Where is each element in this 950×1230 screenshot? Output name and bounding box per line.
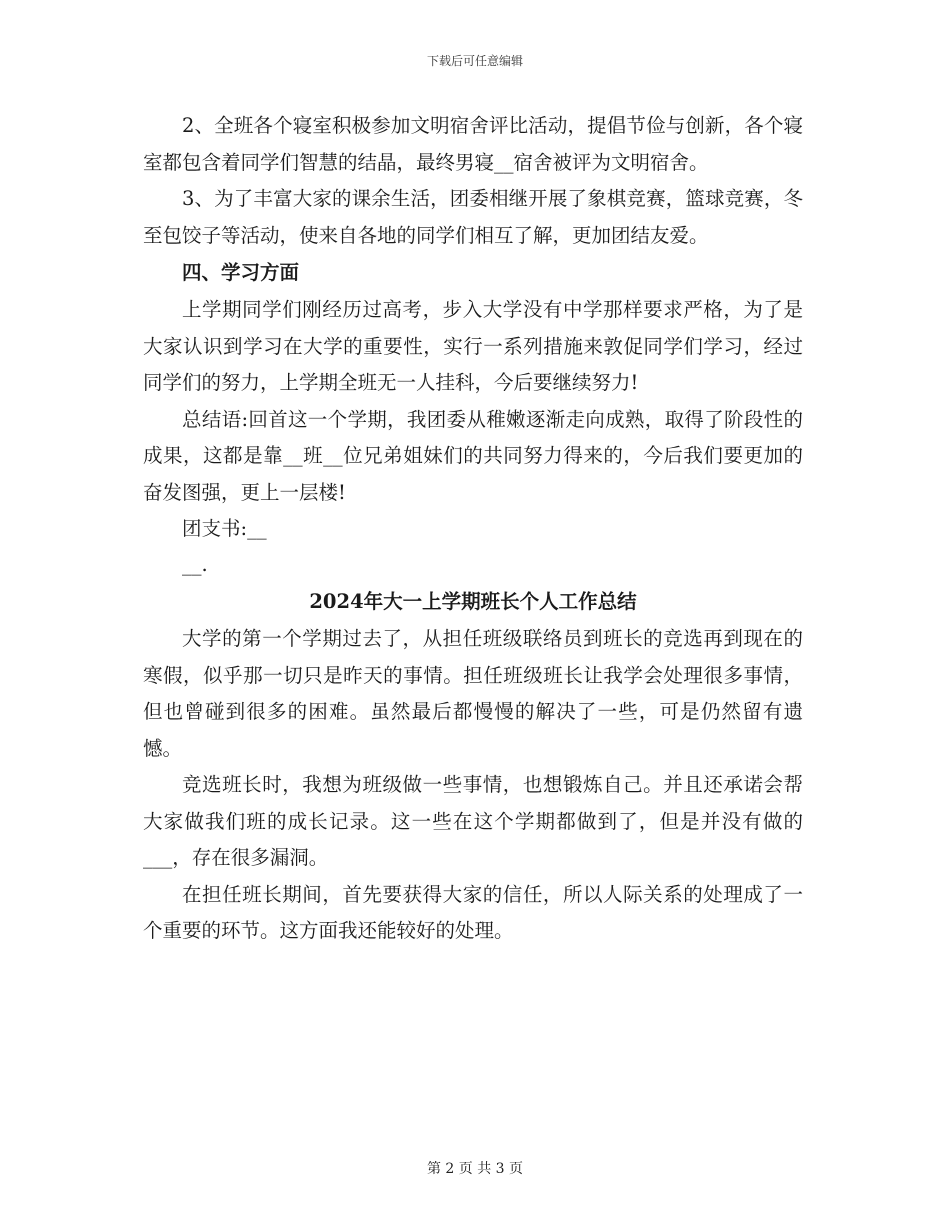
document-body [143,108,803,950]
section-heading-study: 四、学习方面 [182,261,300,284]
paragraph-study: 上学期同学们刚经历过高考，步入大学没有中学那样要求严格，为了是大家认识到学习在大学的重要性，实行一系列措施来敦促同学们学习，经过同学们的努力，上学期全班无一人挂科，今后要继续努力! [143,298,803,394]
article-paragraph: 大学的第一个学期过去了，从担任班级联络员到班长的竞选再到现在的寒假，似乎那一切只是昨天的事情。担任班级班长让我学会处理很多事情，但也曾碰到很多的困难。虽然最后都慢慢的解决了一些，可是仍然留有遗憾。 [143,627,803,760]
article-paragraph: 竞选班长时，我想为班级做一些事情，也想锻炼自己。并且还承诺会帮大家做我们班的成长记录。这一些在这个学期都做到了，但是并没有做的___，存在很多漏洞。 [143,773,803,869]
page-footer: 第 2 页 共 3 页 [426,1161,524,1177]
article-title: 2024年大一上学期班长个人工作总结 [309,590,637,613]
signature-label: 团支书:__ [182,517,267,540]
paragraph-extracurricular: 3、为了丰富大家的课余生活，团委相继开展了象棋竞赛，篮球竞赛，冬至包饺子等活动，使来自各地的同学们相互了解，更加团结友爱。 [143,187,803,247]
page-header: 下载后可任意编辑 [426,54,523,68]
signature-date: __. [182,553,208,576]
paragraph-dorm-activity: 2、全班各个寝室积极参加文明宿舍评比活动，提倡节俭与创新，各个寝室都包含着同学们智慧的结晶，最终男寝__宿舍被评为文明宿舍。 [143,114,803,174]
article-paragraph: 在担任班长期间，首先要获得大家的信任，所以人际关系的处理成了一个重要的环节。这方面我还能较好的处理。 [143,882,803,942]
paragraph-conclusion: 总结语:回首这一个学期，我团委从稚嫩逐渐走向成熟，取得了阶段性的成果，这都是靠__班__位兄弟姐妹们的共同努力得来的，今后我们要更加的奋发图强，更上一层楼! [143,407,803,504]
